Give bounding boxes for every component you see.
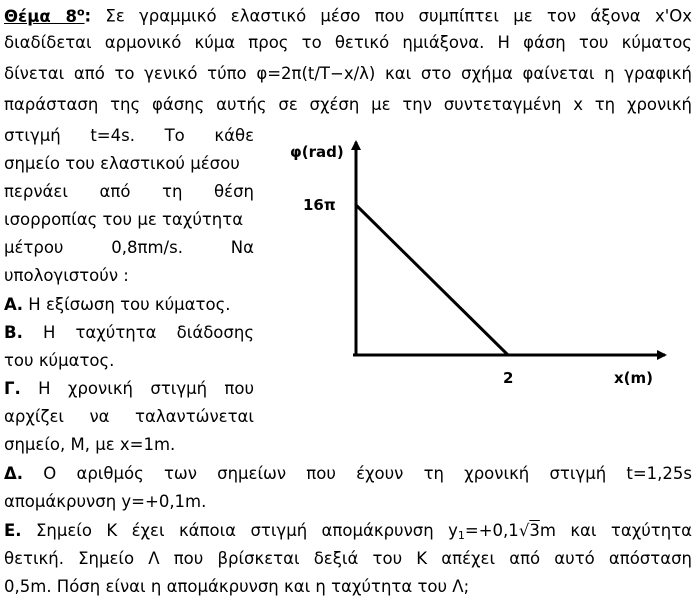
question-b-cont: του κύματος.: [4, 351, 115, 370]
line-6: σημείο του ελαστικού μέσου: [4, 154, 240, 173]
y-axis-label: φ(rad): [290, 143, 344, 161]
intro-text: Σε γραμμικό ελαστικό μέσο που συμπίπτει με τον άξονα x'Ox: [105, 6, 692, 26]
line-10: υπολογιστούν :: [4, 266, 129, 285]
line-2: διαδίδεται αρμονικό κύμα προς το θετικό ημιάξονα. Η φάση του κύματος: [4, 33, 692, 52]
x-tick-label: 2: [503, 369, 514, 387]
question-g-cont: αρχίζει να ταλαντώνεται: [4, 407, 254, 426]
question-e-cont: θετική. Σημείο Λ που βρίσκεται δεξιά του Κ απέχει από αυτό απόσταση: [4, 549, 692, 568]
line-9: μέτρου 0,8πm/s. Να: [4, 238, 254, 257]
x-axis-label: x(m): [614, 369, 654, 387]
line-7: περνάει από τη θέση: [4, 182, 254, 201]
question-e-cont2: 0,5m. Πόση είναι η απομάκρυνση και η ταχύτητα του Λ;: [4, 577, 470, 596]
line-5: στιγμή t=4s. Το κάθε: [4, 126, 254, 145]
question-g: Γ. Η χρονική στιγμή που: [4, 379, 254, 398]
line-4: παράσταση της φάσης αυτής σε σχέση με την συντεταγμένη x τη χρονική: [4, 95, 692, 114]
line-3: δίνεται από το γενικό τύπο φ=2π(t/T−x/λ) και στο σχήμα φαίνεται η γραφική: [4, 64, 692, 83]
problem-title: Θέμα $8^o$: [4, 5, 85, 26]
question-b: Β. Η ταχύτητα διάδοσης: [4, 323, 254, 342]
question-e: Ε. Σημείο Κ έχει κάποια στιγμή απομάκρυνση $y_1=+0,1√3m$ και ταχύτητα: [4, 521, 693, 542]
question-g-cont2: σημείο, Μ, με x=1m.: [4, 435, 176, 454]
question-d: Δ. Ο αριθμός των σημείων που έχουν τη χρονική στιγμή t=1,25s: [4, 464, 692, 483]
line-8: ισορροπίας του με ταχύτητα: [4, 210, 244, 229]
title-colon: :: [84, 6, 92, 26]
question-d-cont: απομάκρυνση y=+0,1m.: [4, 492, 207, 511]
question-a: Α. Η εξίσωση του κύματος.: [4, 295, 231, 314]
y-tick-label: 16π: [303, 196, 336, 214]
phase-line: [356, 205, 508, 355]
